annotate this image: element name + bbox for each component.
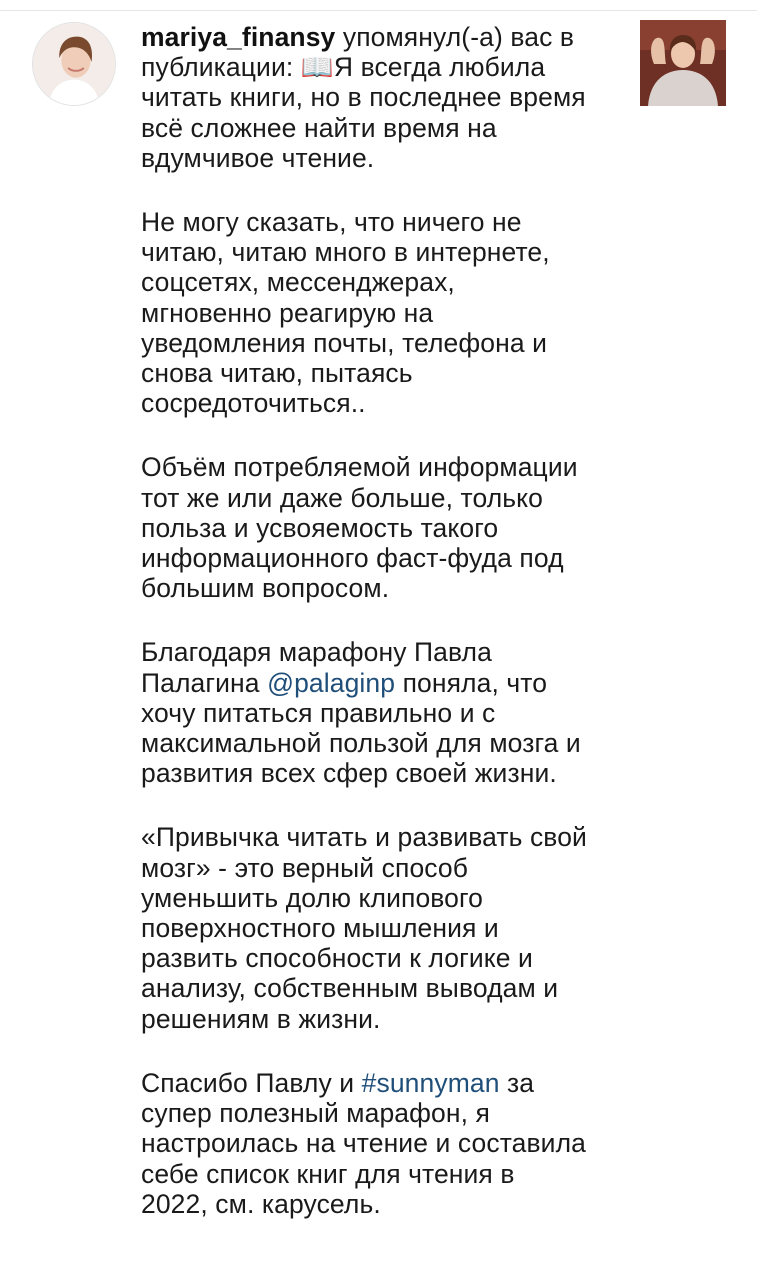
notification-paragraph-1 — [141, 22, 626, 173]
profile-photo — [33, 23, 115, 105]
mention-action-text: упомянул(-а) вас в публикации: — [141, 22, 575, 83]
post-preview-image — [640, 20, 726, 106]
mention-palaginp-link[interactable]: @palaginp — [267, 667, 396, 698]
post-paragraph-6 — [141, 1068, 626, 1219]
paragraph-6-text-after: за супер полезный марафон, я настроилась на чтение и составила себе список книг для чтения в 2022, см. карусель. — [141, 1067, 586, 1219]
post-paragraph-3: Объём потребляемой информации тот же или даже больше, только польза и усвояемость такого информационного фаст-фуда под большим вопросом. — [141, 452, 578, 604]
top-divider — [0, 10, 757, 11]
avatar[interactable] — [32, 22, 116, 106]
paragraph-4-text-after: поняла, что хочу питаться правильно и с максимальной пользой для мозга и развития всех сфер своей жизни. — [141, 667, 581, 789]
post-paragraph-5: «Привычка читать и развивать свой мозг» - это верный способ уменьшить долю клипового поверхностного мышления и развить способности к логике и анализу, собственным выводам и решениям в жизни. — [141, 822, 587, 1034]
mention-notification[interactable] — [141, 22, 626, 1253]
post-text-part-1: 📖Я всегда любила читать книги, но в последнее время всё сложнее найти время на вдумчивое чтение. — [141, 52, 586, 173]
username-link[interactable]: mariya_finansy — [141, 22, 336, 52]
hashtag-sunnyman-link[interactable]: #sunnyman — [361, 1067, 500, 1098]
post-thumbnail[interactable] — [640, 20, 726, 106]
paragraph-6-text-before: Спасибо Павлу и — [141, 1067, 362, 1098]
post-paragraph-4 — [141, 637, 626, 788]
paragraph-4-text-before: Благодаря марафону Павла Палагина — [141, 637, 492, 698]
post-paragraph-2: Не могу сказать, что ничего не читаю, читаю много в интернете, соцсетях, мессенджерах, мгновенно реагирую на уведомления почты, телефона и снова читаю, пытаясь сосредоточиться.. — [141, 207, 550, 419]
